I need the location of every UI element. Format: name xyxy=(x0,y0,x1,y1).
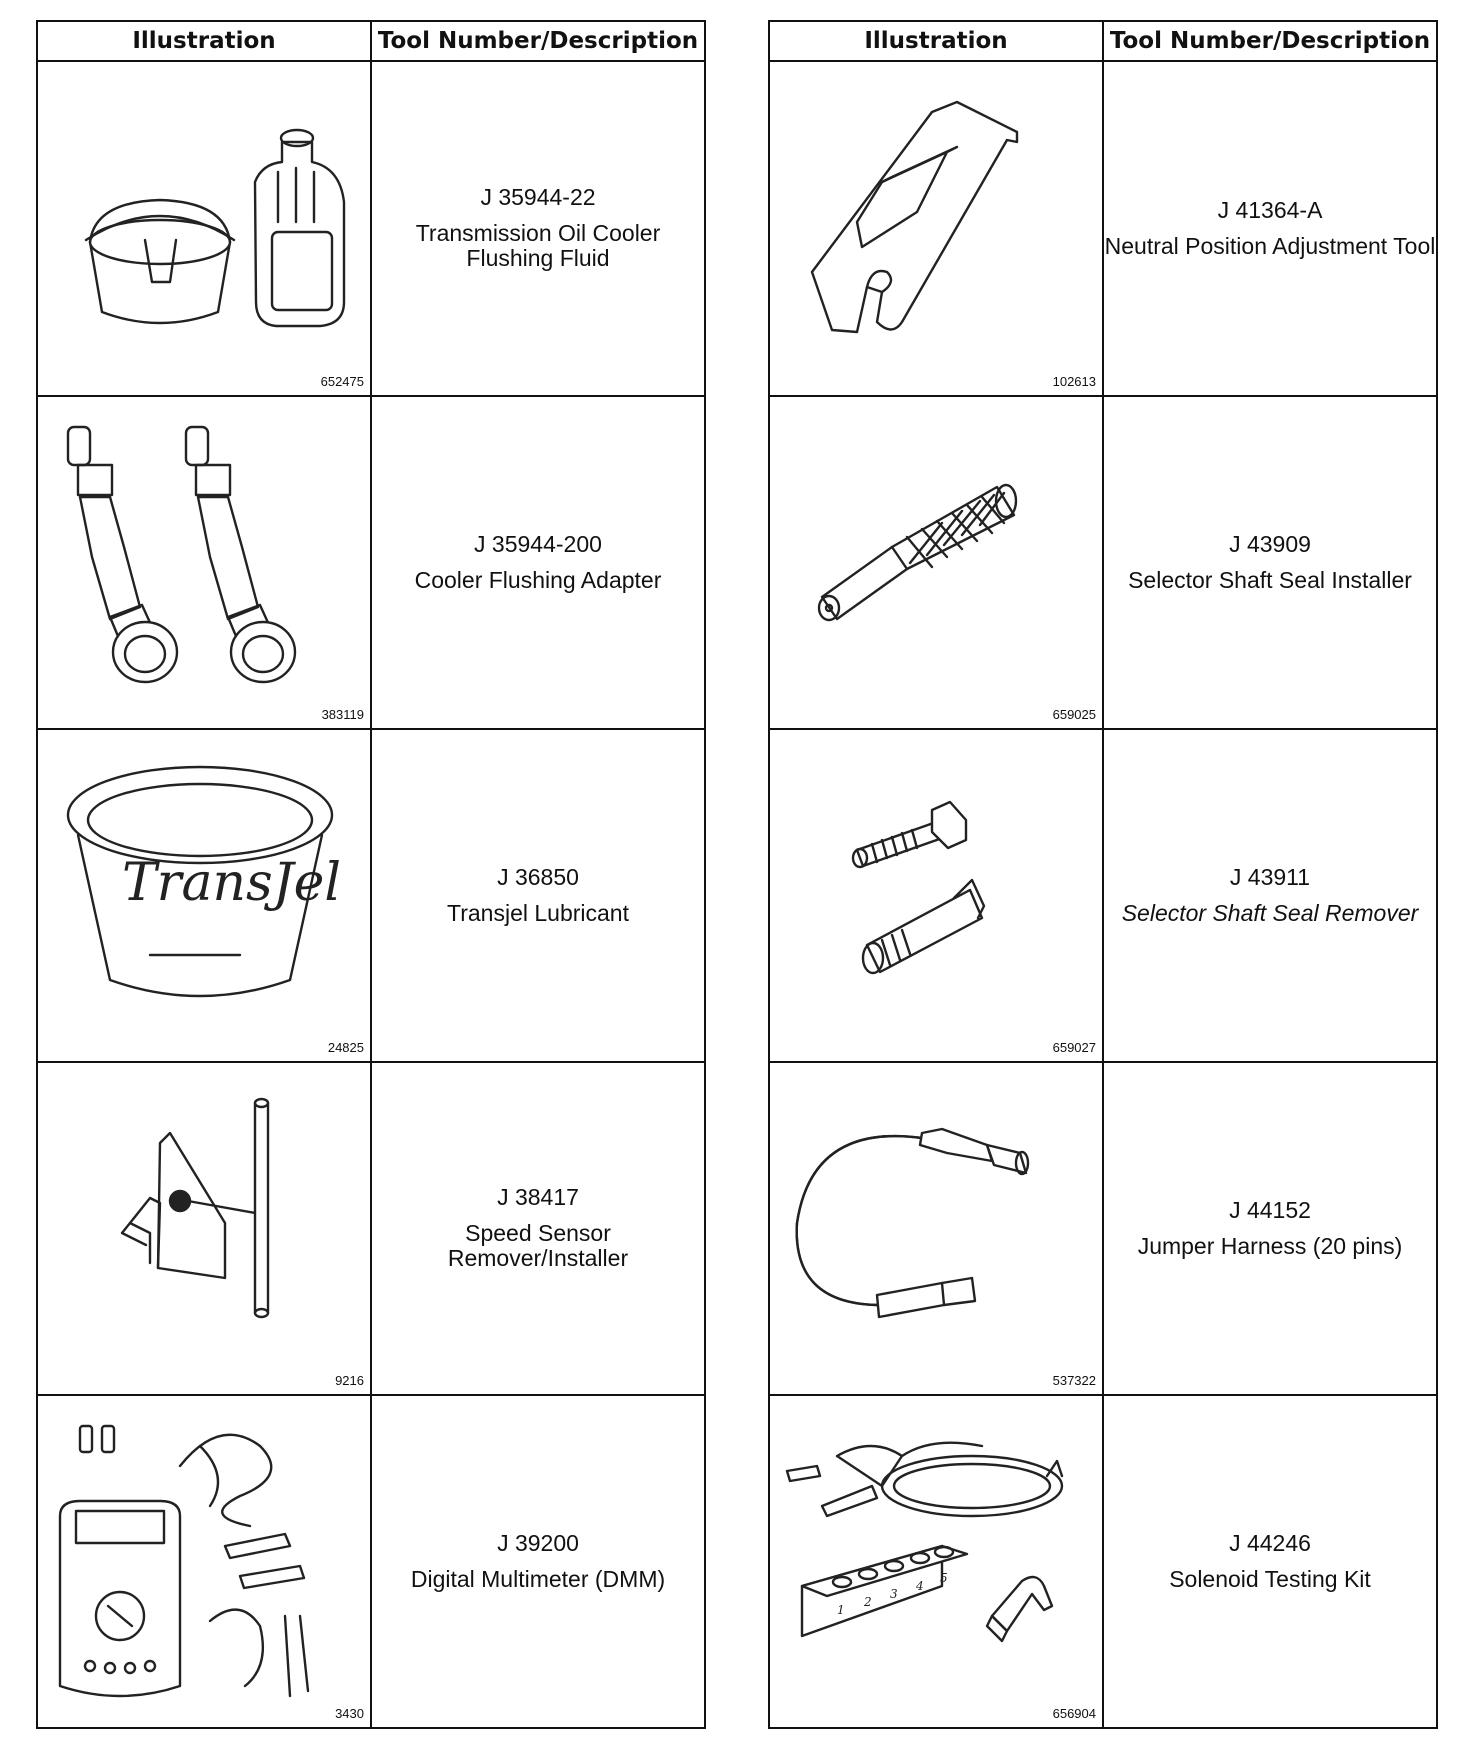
block-label: 4 xyxy=(916,1579,924,1593)
illustration-header: Illustration xyxy=(37,21,371,61)
tool-number: J 43911 xyxy=(1229,863,1311,890)
illustration-cell xyxy=(769,61,1103,396)
illustration-cell xyxy=(769,1062,1103,1395)
figure-number: 24825 xyxy=(327,1040,364,1055)
tool-number: J 43909 xyxy=(1229,530,1311,557)
figure-number: 537322 xyxy=(1052,1373,1096,1388)
illustration-cell xyxy=(37,1062,371,1395)
illustration-cell xyxy=(769,729,1103,1062)
tool-number: J 36850 xyxy=(497,863,579,890)
figure-number: 9216 xyxy=(335,1373,364,1388)
description-cell xyxy=(1103,1062,1437,1395)
solenoid-kit-icon xyxy=(782,1406,1082,1706)
figure-number: 656904 xyxy=(1052,1706,1096,1721)
description-cell xyxy=(1103,61,1437,396)
lubricant-tub-icon xyxy=(50,740,350,1040)
tool-number: J 35944-200 xyxy=(474,530,602,557)
table-header-row xyxy=(37,21,705,61)
seal-remover-icon xyxy=(782,740,1082,1040)
tool-description: Selector Shaft Seal Remover xyxy=(1121,899,1419,926)
figure-number: 659025 xyxy=(1052,707,1096,722)
table-row xyxy=(769,396,1437,729)
table-row xyxy=(37,1062,705,1395)
block-label: 3 xyxy=(890,1587,898,1601)
tool-number: J 44152 xyxy=(1229,1196,1311,1223)
description-cell xyxy=(371,1395,705,1728)
illustration-cell xyxy=(37,1395,371,1728)
illustration-header: Illustration xyxy=(769,21,1103,61)
tool-description: Selector Shaft Seal Installer xyxy=(1128,566,1412,593)
tool-number: J 35944-22 xyxy=(480,183,596,210)
tool-description: Digital Multimeter (DMM) xyxy=(410,1565,666,1592)
description-cell xyxy=(1103,396,1437,729)
tool-description: Solenoid Testing Kit xyxy=(1169,1565,1371,1592)
tool-description: Speed Sensor Remover/Installer xyxy=(447,1219,629,1272)
figure-number: 652475 xyxy=(320,374,364,389)
description-cell xyxy=(371,396,705,729)
adjustment-tool-icon xyxy=(782,72,1082,372)
seal-installer-icon xyxy=(782,407,1082,707)
tool-number: J 44246 xyxy=(1229,1529,1311,1556)
table-row xyxy=(37,1395,705,1728)
illustration-cell xyxy=(37,396,371,729)
figure-number: 102613 xyxy=(1052,374,1096,389)
table-row xyxy=(769,1395,1437,1728)
tool-number: J 39200 xyxy=(497,1529,579,1556)
table-row xyxy=(769,61,1437,396)
tool-description: Transjel Lubricant xyxy=(447,899,629,926)
jumper-harness-icon xyxy=(782,1073,1082,1373)
table-header-row xyxy=(769,21,1437,61)
multimeter-icon xyxy=(50,1406,350,1706)
figure-number: 3430 xyxy=(335,1706,364,1721)
tool-description: Transmission Oil Cooler Flushing Fluid xyxy=(415,219,661,272)
table-row xyxy=(37,729,705,1062)
description-cell xyxy=(371,1062,705,1395)
speed-sensor-tool-icon xyxy=(50,1073,350,1373)
illustration-cell xyxy=(769,396,1103,729)
tub-logo-text: TransJel xyxy=(122,853,341,913)
tool-header: Tool Number/Description xyxy=(1103,21,1437,61)
block-label: 1 xyxy=(837,1603,845,1617)
left-tool-table xyxy=(36,20,706,1729)
tool-header: Tool Number/Description xyxy=(371,21,705,61)
table-row xyxy=(769,1062,1437,1395)
table-row xyxy=(37,61,705,396)
flushing-fluid-icon xyxy=(50,72,350,372)
figure-number: 383119 xyxy=(321,707,364,722)
table-row xyxy=(37,396,705,729)
illustration-cell xyxy=(769,1395,1103,1728)
description-cell xyxy=(1103,729,1437,1062)
flushing-adapter-icon xyxy=(50,407,350,707)
illustration-cell xyxy=(37,729,371,1062)
table-row xyxy=(769,729,1437,1062)
tool-description: Neutral Position Adjustment Tool xyxy=(1104,232,1436,259)
tool-number: J 41364-A xyxy=(1217,196,1323,223)
tool-number: J 38417 xyxy=(497,1183,579,1210)
figure-number: 659027 xyxy=(1052,1040,1096,1055)
tool-description: Jumper Harness (20 pins) xyxy=(1137,1232,1403,1259)
description-cell xyxy=(371,61,705,396)
right-tool-table xyxy=(768,20,1438,1729)
block-label: 5 xyxy=(940,1571,948,1585)
description-cell xyxy=(1103,1395,1437,1728)
tool-description: Cooler Flushing Adapter xyxy=(414,566,662,593)
description-cell xyxy=(371,729,705,1062)
illustration-cell xyxy=(37,61,371,396)
block-label: 2 xyxy=(864,1595,872,1609)
